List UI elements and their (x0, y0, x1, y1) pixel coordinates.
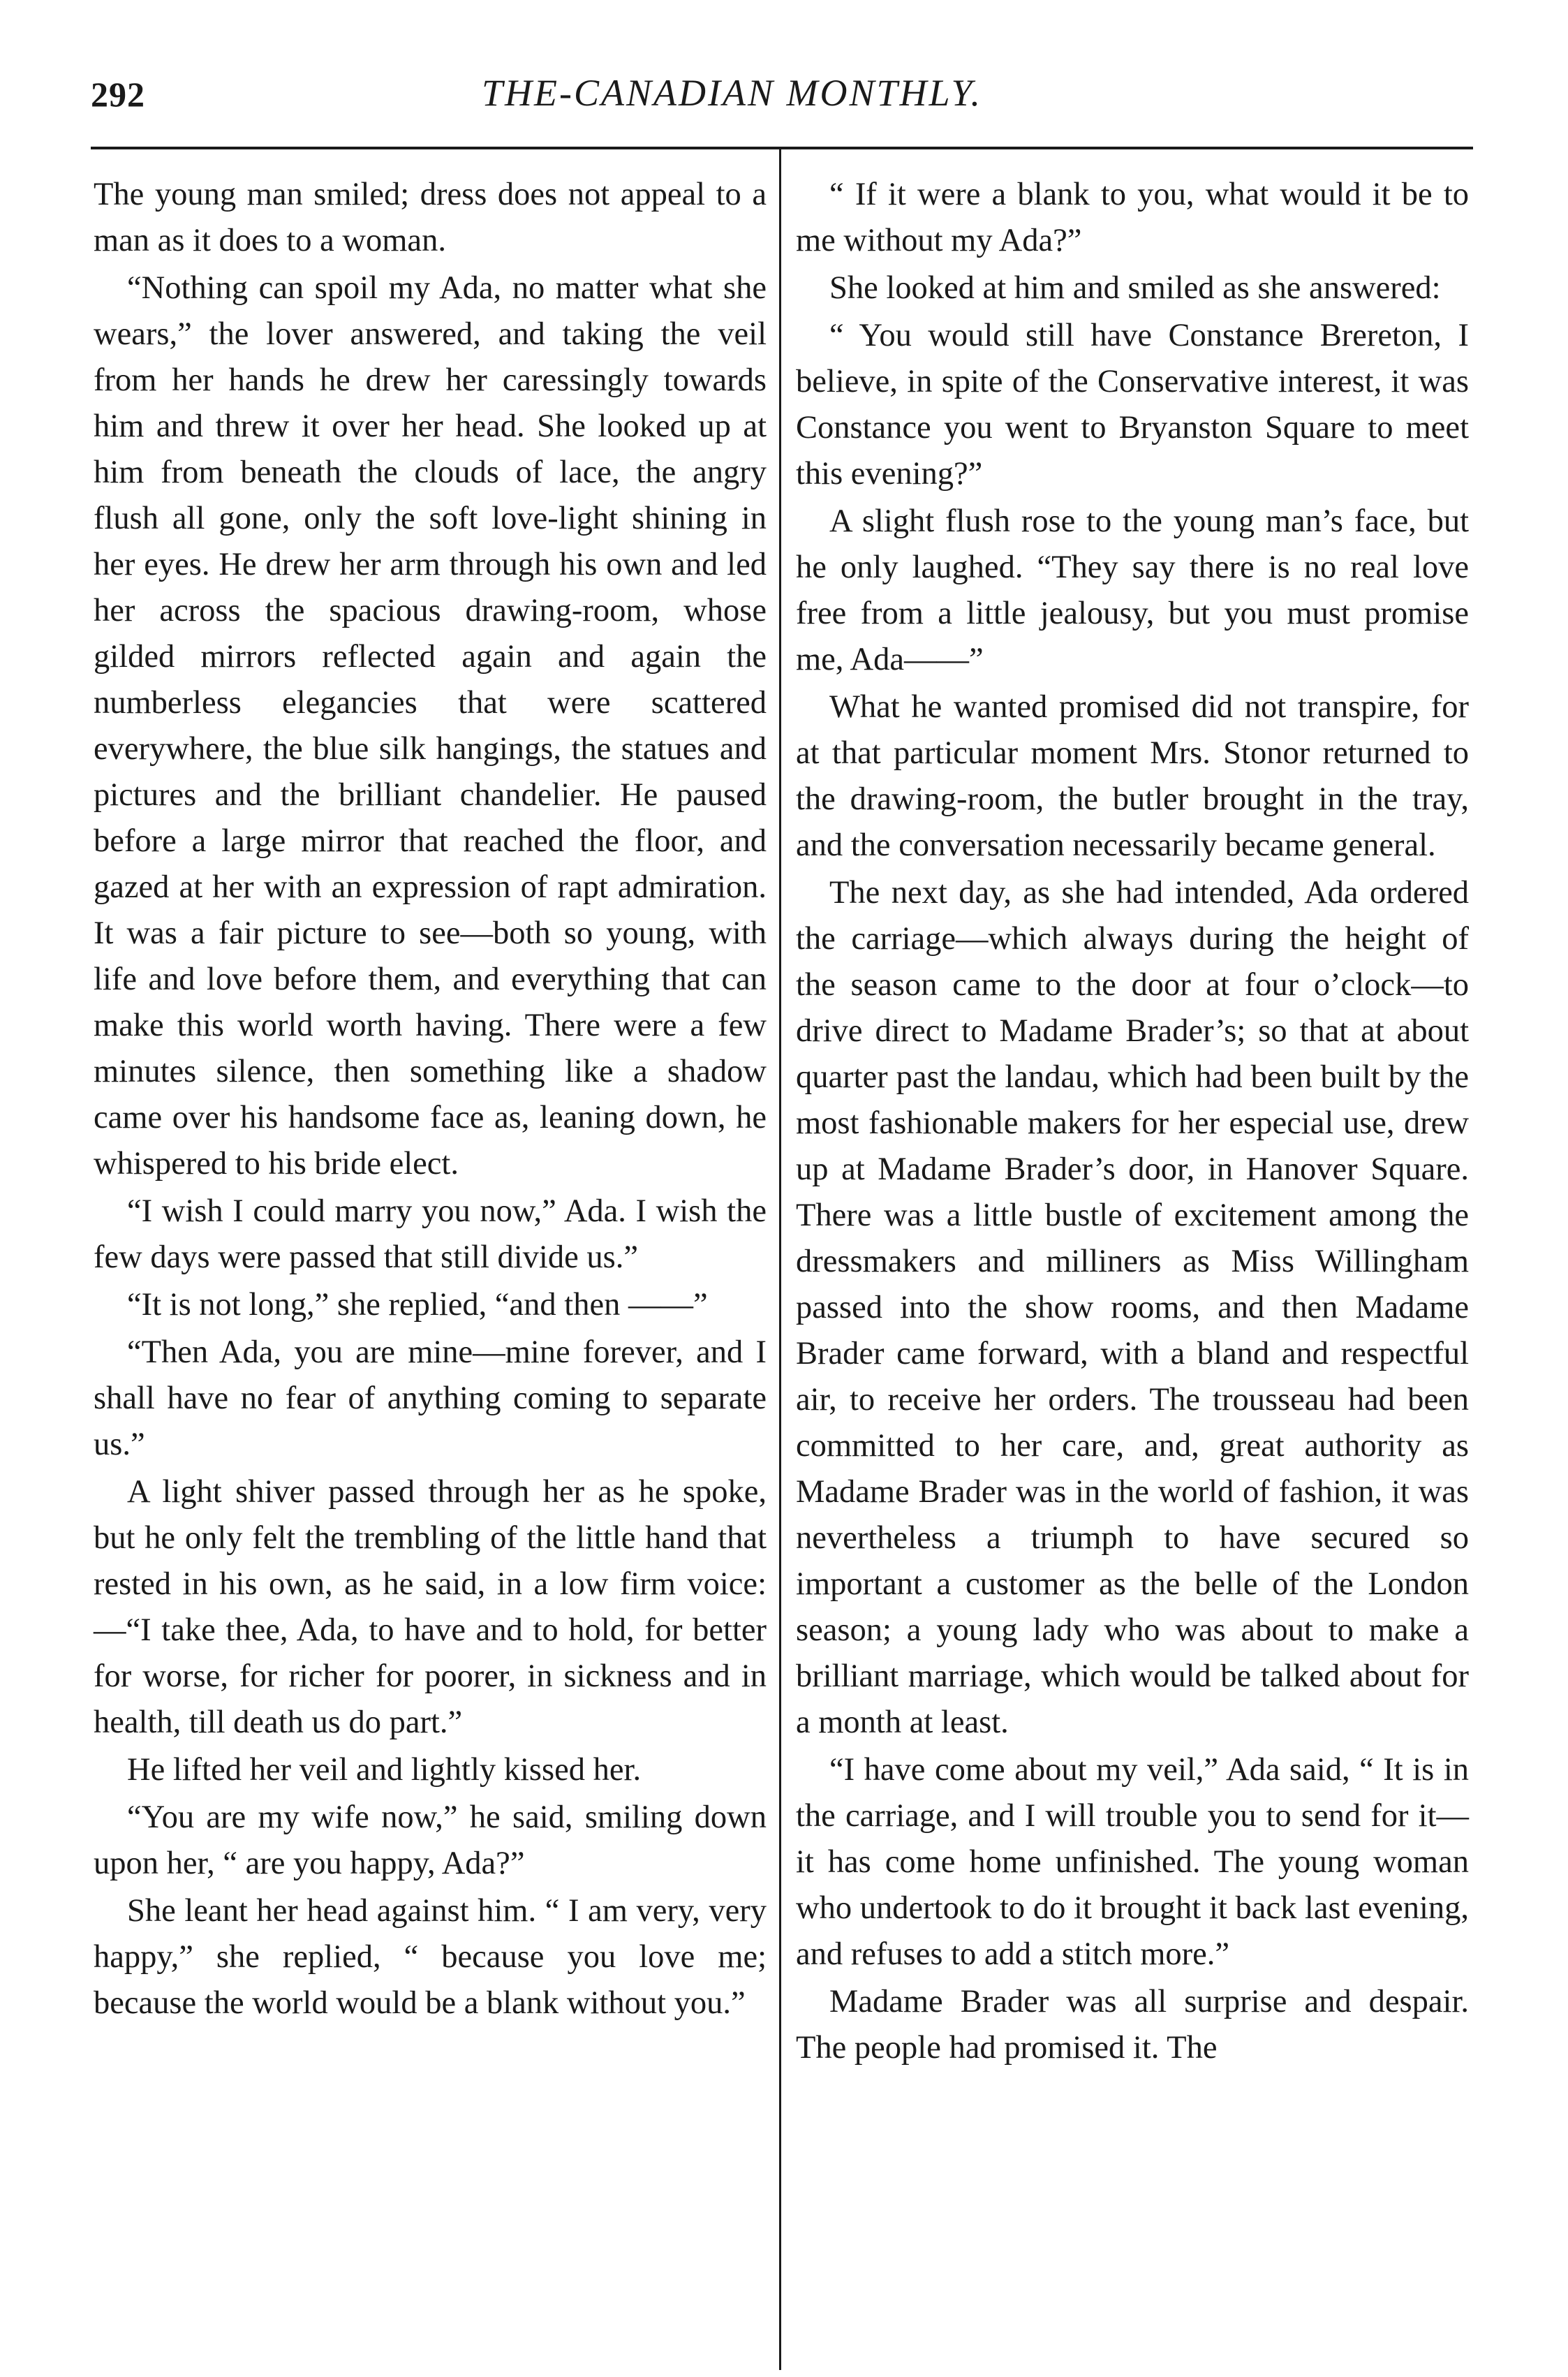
paragraph: She looked at him and smiled as she answered: (829, 270, 1441, 306)
page-number: 292 (91, 75, 145, 114)
right-column (796, 172, 1469, 2073)
paragraph: The next day, as she had intended, Ada ordered the carriage—which always during the height of the season came to the door at four o’clock—to drive direct to Madame Brader’s; so that at about quarter past the landau, which had been built by the most fashionable makers for her especial use, drew up at Madame Brader’s door, in Hanover Square. There was a little bustle of excitement among the dressmakers and milliners as Miss Willingham passed into the show rooms, and then Madame Brader came forward, with a bland and respectful air, to receive her orders. The trousseau had been committed to her care, and, great authority as Madame Brader was in the world of fashion, it was nevertheless a triumph to have secured so important a customer as the belle of the London season; a young lady who was about to make a brilliant marriage, which would be talked about for a month at least. (796, 875, 1469, 1740)
paragraph: “Nothing can spoil my Ada, no matter what she wears,” the lover answered, and taking the veil from her hands he drew her caressingly towards him and threw it over her head. She looked up at him from beneath the clouds of lace, the angry flush all gone, only the soft love-light shining in her eyes. He drew her arm through his own and led her across the spacious drawing-room, whose gilded mirrors reflected again and again the numberless elegancies that were scattered everywhere, the blue silk hangings, the statues and pictures and the brilliant chandelier. He paused before a large mirror that reached the floor, and gazed at her with an expression of rapt admiration. It was a fair picture to see—both so young, with life and love before them, and everything that can make this world worth having. There were a few minutes silence, then something like a shadow came over his handsome face as, leaning down, he whispered to his bride elect. (94, 270, 767, 1182)
paragraph: “ You would still have Constance Brereton, I believe, in spite of the Conservative interest, it was Constance you went to Bryanston Square to meet this evening?” (796, 318, 1469, 492)
paragraph: What he wanted promised did not transpire, for at that particular moment Mrs. Stonor returned to the drawing-room, the butler brought in the tray, and the conversation necessarily became general. (796, 689, 1469, 863)
paragraph: Madame Brader was all surprise and despair. The people had promised it. The (796, 1984, 1469, 2066)
paragraph: “I wish I could marry you now,” Ada. I wish the few days were passed that still divide us.” (94, 1193, 767, 1275)
paragraph: “ If it were a blank to you, what would it be to me without my Ada?” (796, 177, 1469, 258)
paragraph: He lifted her veil and lightly kissed her. (127, 1752, 642, 1788)
paragraph: A slight flush rose to the young man’s face, but he only laughed. “They say there is no real love free from a little jealousy, but you must promise me, Ada——” (796, 503, 1469, 677)
left-column (94, 172, 767, 2028)
paragraph: She leant her head against him. “ I am very, very happy,” she replied, “ because you love me; because the world would be a blank without you.” (94, 1893, 767, 2021)
paragraph: “It is not long,” she replied, “and then ——” (127, 1287, 708, 1323)
column-divider (779, 149, 781, 2370)
paragraph: “I have come about my veil,” Ada said, “ It is in the carriage, and I will trouble you to send for it—it has come home unfinished. The young woman who undertook to do it brought it back last evening, and refuses to add a stitch more.” (796, 1752, 1469, 1972)
paragraph: “You are my wife now,” he said, smiling down upon her, “ are you happy, Ada?” (94, 1800, 767, 1881)
paragraph: “Then Ada, you are mine—mine forever, and I shall have no fear of anything coming to separate us.” (94, 1334, 767, 1462)
page-header (91, 64, 1487, 141)
running-title: THE-CANADIAN MONTHLY. (482, 72, 983, 114)
paragraph: The young man smiled; dress does not appeal to a man as it does to a woman. (94, 177, 767, 258)
paragraph: A light shiver passed through her as he spoke, but he only felt the trembling of the little hand that rested in his own, as he said, in a low firm voice:—“I take thee, Ada, to have and to hold, for better for worse, for richer for poorer, in sickness and in health, till death us do part.” (94, 1474, 767, 1740)
header-rule (91, 147, 1473, 149)
